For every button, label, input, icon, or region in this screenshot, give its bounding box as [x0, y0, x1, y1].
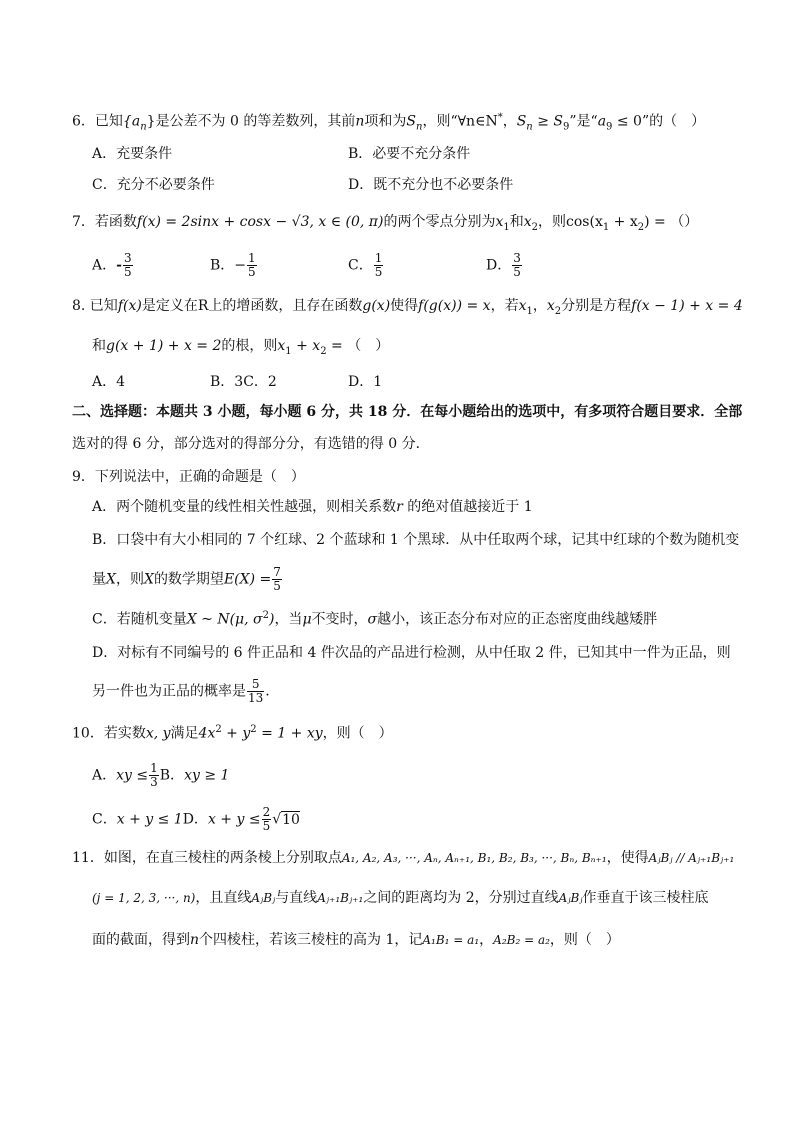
- q7-x2-sub: 2: [531, 221, 539, 233]
- q7-a-sign: -: [116, 257, 122, 274]
- q7-b-fraction: [247, 252, 257, 279]
- q6-stem-d: ，则“∀n∈N: [422, 113, 498, 130]
- q10-stem-a: 10．若实数: [72, 725, 146, 742]
- q11-points: A₁, A₂, A₃, ···, Aₙ, Aₙ₊₁, B₁, B₂, B₃, ···, Bₙ, Bₙ₊₁: [341, 851, 607, 865]
- q7-cos-plus: + x: [609, 214, 638, 230]
- q10-d-num: 2: [262, 805, 271, 819]
- q11-a2: A₂B₂ = a₂: [493, 933, 550, 947]
- q9-a-text: A．两个随机变量的线性相关性越强，则相关系数: [92, 499, 397, 515]
- q7-x1-sub: 1: [503, 221, 510, 233]
- q9-c-c: 不变时，: [311, 611, 368, 628]
- q11-n: n: [190, 932, 200, 948]
- q6-seq-sub: n: [140, 121, 147, 133]
- q11-line3-c: ，: [479, 932, 494, 948]
- q8-option-a: A．4: [92, 374, 126, 390]
- q10-d-sqrt-sign: √: [272, 811, 282, 828]
- q9-c-a: C．若随机变量: [92, 611, 187, 628]
- q7-a-num: 3: [123, 251, 132, 265]
- q6-cond2: a: [597, 113, 607, 130]
- q10-a-label: A．: [92, 767, 117, 784]
- q6-stem-a: 6．已知: [72, 113, 123, 130]
- q7-c-den: 5: [374, 265, 383, 279]
- q8-option-bc: B．3C．2: [210, 374, 277, 390]
- q7-cos-sub2: 2: [637, 221, 645, 233]
- q10-a-fraction: [149, 762, 159, 789]
- q8-x1: x: [518, 298, 527, 314]
- q6-sn-sub: n: [416, 121, 423, 133]
- q9-b-num: 7: [273, 565, 281, 579]
- q8-x1-sub: 1: [526, 305, 533, 317]
- q11-parallel: AⱼBⱼ // Aⱼ₊₁Bⱼ₊₁: [648, 851, 735, 865]
- q7-option-c: [348, 252, 384, 279]
- q8-line2-b: 的根，则: [221, 338, 278, 354]
- section-2-heading-cont: 选对的得 6 分，部分选对的得部分分，有选错的得 0 分．: [72, 436, 430, 452]
- q9-d-fraction: [247, 678, 264, 705]
- q6-stem-c: 项和为: [364, 113, 407, 130]
- q9-option-b-line2: [92, 566, 283, 593]
- q10-a-den: 3: [150, 775, 158, 789]
- q9-b-expectation: E(X) =: [223, 571, 272, 588]
- q7-b-num: 1: [248, 251, 256, 265]
- q7-c-num: 1: [374, 251, 383, 265]
- q9-d-num: 5: [247, 678, 264, 692]
- q8-stem-e: 分别是方程: [561, 298, 632, 314]
- q8-x2: x: [546, 298, 555, 314]
- q8-stem-c: 使得: [390, 298, 419, 314]
- q9-b-den: 5: [273, 579, 281, 593]
- q10-a-expr: xy ≤: [116, 767, 149, 784]
- q11-line3-d: ，则（ ）: [549, 932, 620, 948]
- q7-and: 和: [509, 214, 524, 230]
- q6-cond-mid: ≥ S: [532, 113, 563, 130]
- q9-option-d-line1: D．对标有不同编号的 6 件正品和 4 件次品的产品进行检测，从中任取 2 件，已知其中一件为正品，则: [92, 645, 731, 661]
- q11-line3-b: 个四棱柱，若该三棱柱的高为 1，记: [199, 932, 423, 948]
- q11-line2-d: 之间的距离均为 2，分别过直线: [363, 890, 559, 906]
- q10-b-expr: xy ≥ 1: [184, 767, 230, 784]
- q10-b-label: B．: [159, 767, 185, 784]
- q9-d-a: 另一件也为正品的概率是: [92, 683, 246, 700]
- q11-stem-line2: [92, 888, 709, 908]
- q6-stem-e: ，: [502, 113, 517, 130]
- q6-cond2-tail: ≤ 0: [612, 113, 642, 130]
- q7-c-label: C．: [348, 257, 373, 274]
- q10-d-den: 5: [262, 819, 271, 833]
- q9-c-dist: X ~ N(μ, σ: [186, 611, 263, 628]
- q8-gx: g(x): [362, 298, 391, 314]
- q7-cos-tail: ) = （）: [644, 214, 699, 230]
- q8-option-d: D．1: [348, 374, 383, 390]
- q6-cond-sub: n: [526, 121, 533, 133]
- q6-option-b: B．必要不充分条件: [348, 146, 471, 162]
- q9-stem: 9．下列说法中，正确的命题是（ ）: [72, 469, 305, 485]
- q7-option-a: [92, 252, 134, 279]
- q7-c-fraction: [374, 252, 384, 279]
- q8-eq2: g(x + 1) + x = 2: [106, 338, 222, 354]
- q7-x2: x: [523, 214, 532, 230]
- q8-stem-a: 8. 已知: [72, 298, 118, 314]
- q11-l3: AⱼBⱼ: [558, 891, 583, 905]
- q9-c-sigma: σ: [367, 611, 378, 628]
- q8-stem-line1: [72, 296, 743, 322]
- q8-stem-b: 是定义在R上的增函数，且存在函数: [141, 298, 363, 314]
- section-2-heading: 二、选择题：本题共 3 小题，每小题 6 分，共 18 分．在每小题给出的选项中，有多项符合题目要求．全部: [72, 404, 743, 420]
- q9-b-b: ，则: [115, 571, 144, 588]
- q7-cos: cos(x: [566, 214, 603, 230]
- q9-option-c: [92, 606, 657, 630]
- q6-option-a: A．充要条件: [92, 146, 173, 162]
- q10-stem-c: ，则（ ）: [322, 725, 393, 742]
- q7-d-num: 3: [513, 251, 521, 265]
- q6-stem-f: ”是“: [569, 113, 598, 130]
- q9-c-d: 越小，该正态分布对应的正态密度曲线越矮胖: [377, 611, 658, 628]
- q8-sum: x: [277, 338, 286, 354]
- q7-b-label: B．: [210, 257, 235, 274]
- q11-stem-line1: [72, 848, 734, 868]
- q6-seq: {a: [122, 113, 141, 130]
- q7-cos-sub1: 1: [602, 221, 610, 233]
- q7-d-fraction: [512, 252, 522, 279]
- q8-comma: ，: [532, 298, 547, 314]
- q10-eq-sq: 2: [215, 724, 222, 735]
- q10-c-expr: x + y ≤ 1: [116, 811, 183, 828]
- q7-option-b: [210, 252, 258, 279]
- q9-b-c: 的数学期望: [153, 571, 224, 588]
- q11-line2-b: ，且直线: [195, 890, 252, 906]
- q6-cond2-sub: 9: [606, 121, 613, 133]
- q8-sum-plus: + x: [291, 338, 321, 354]
- q9-d-end: .: [265, 683, 270, 700]
- q10-d-expr: x + y ≤: [207, 811, 261, 828]
- q10-d-sqrt: 10: [282, 811, 300, 828]
- q8-x2-sub: 2: [554, 305, 562, 317]
- q6-option-c: C．充分不必要条件: [92, 177, 215, 193]
- q11-line2-e: 作垂直于该三棱柱底: [582, 890, 709, 906]
- q10-d-fraction: [262, 806, 272, 833]
- q7-d-den: 5: [513, 265, 521, 279]
- q7-stem-c: ，则: [538, 214, 567, 230]
- q10-xy: x, y: [145, 725, 171, 742]
- q11-l1: AⱼBⱼ: [251, 891, 276, 905]
- q7-stem-a: 7．若函数: [72, 214, 137, 230]
- q9-option-b-line1: B．口袋中有大小相同的 7 个红球、2 个蓝球和 1 个黑球．从中任取两个球，记其中红球的个数为随机变: [92, 532, 740, 548]
- q11-a1: A₁B₁ = a₁: [422, 933, 480, 947]
- q6-stem: [72, 108, 705, 137]
- q7-function: f(x) = 2sinx + cosx − √3, x ∈ (0, π): [136, 214, 384, 230]
- q8-eq1: f(x − 1) + x = 4: [631, 298, 743, 314]
- q6-cond-sub2: 9: [562, 121, 570, 133]
- q9-c-sq: 2: [262, 610, 269, 621]
- q10-stem: [72, 720, 393, 744]
- q9-b-x2: X: [143, 571, 154, 588]
- q7-stem: [72, 212, 698, 238]
- q8-stem-d: ，若: [490, 298, 519, 314]
- q10-eq-mid: + y: [221, 725, 251, 742]
- q11-stem-a: 11．如图，在直三棱柱的两条棱上分别取点: [72, 850, 342, 866]
- q9-option-d-line2: [92, 678, 270, 705]
- q7-stem-b: 的两个零点分别为: [383, 214, 496, 230]
- q8-fgx: f(g(x)) = x: [418, 298, 491, 314]
- q6-sn: S: [406, 113, 416, 130]
- q6-star: *: [497, 112, 503, 123]
- q11-l2: Aⱼ₊₁Bⱼ₊₁: [317, 891, 364, 905]
- q6-stem-b: 是公差不为 0 的等差数列，其前: [155, 113, 356, 130]
- q9-a-r: r: [396, 499, 403, 515]
- q6-n: n: [355, 113, 365, 130]
- q6-stem-g: ”的（ ）: [641, 113, 706, 130]
- q9-b-fraction: [272, 566, 282, 593]
- q7-d-label: D．: [486, 257, 512, 274]
- q11-index-range: (j = 1, 2, 3, ···, n): [92, 891, 196, 905]
- q7-b-den: 5: [248, 265, 256, 279]
- q9-c-mu: μ: [302, 611, 312, 628]
- q8-stem-line2: [92, 336, 389, 362]
- q10-stem-b: 满足: [170, 725, 199, 742]
- q11-line2-c: 与直线: [275, 890, 318, 906]
- q10-option-cd: [92, 806, 300, 833]
- q9-option-a: [92, 497, 533, 517]
- q8-fx: f(x): [117, 298, 142, 314]
- q11-stem-b: ，使得: [606, 850, 649, 866]
- q7-a-label: A．: [92, 257, 117, 274]
- q11-stem-line3: [92, 930, 620, 950]
- q10-eq-tail: = 1 + xy: [256, 725, 323, 742]
- q9-c-close: ): [268, 611, 275, 628]
- q10-eq-sq2: 2: [250, 724, 257, 735]
- q9-d-den: 13: [248, 691, 264, 705]
- q9-b-a: 量: [92, 571, 106, 588]
- q7-x1: x: [495, 214, 504, 230]
- q9-a-tail: 的绝对值越接近于 1: [402, 499, 533, 515]
- q11-line3-a: 面的截面，得到: [92, 932, 190, 948]
- q10-d-label: D．: [182, 811, 208, 828]
- q6-option-d: D．既不充分也不必要条件: [348, 177, 514, 193]
- q6-seq-close: }: [146, 113, 156, 130]
- q10-a-num: 1: [150, 761, 158, 775]
- q7-a-fraction: [123, 252, 133, 279]
- q10-option-ab: [92, 762, 229, 789]
- q8-sum-sub1: 1: [285, 345, 292, 357]
- q7-b-sign: −: [234, 257, 247, 274]
- q8-line2-a: 和: [92, 338, 106, 354]
- q7-option-d: [486, 252, 523, 279]
- q9-b-x: X: [106, 571, 116, 588]
- q9-c-b: ，当: [274, 611, 303, 628]
- q8-line2-c: = （ ）: [326, 338, 390, 354]
- q6-cond: S: [516, 113, 527, 130]
- q7-a-den: 5: [123, 265, 132, 279]
- q10-eq: 4x: [198, 725, 216, 742]
- q8-sum-sub2: 2: [320, 345, 327, 357]
- q10-c-label: C．: [92, 811, 117, 828]
